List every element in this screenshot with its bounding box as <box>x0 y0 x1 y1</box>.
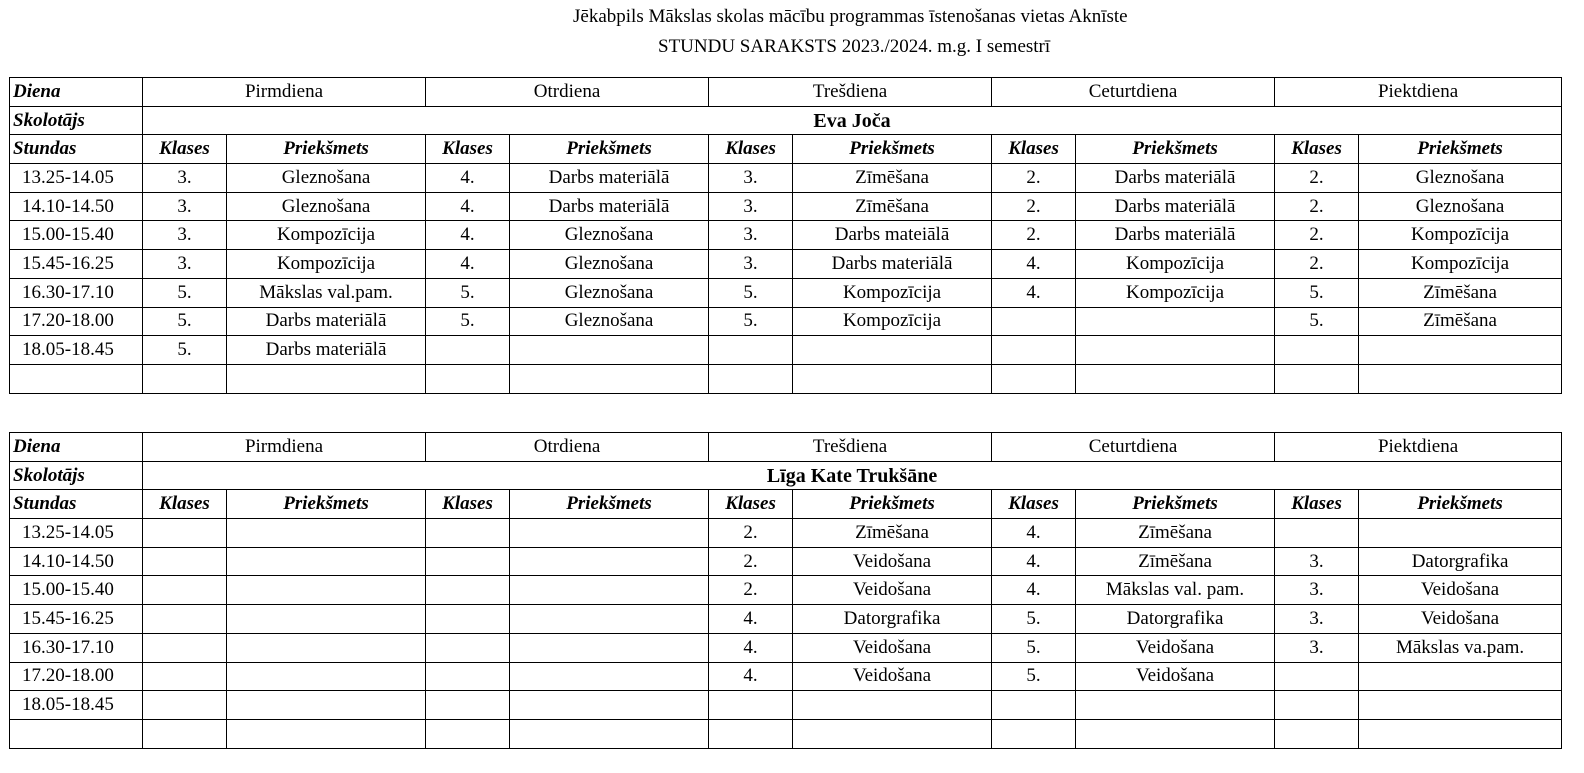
subject-header: Priekšmets <box>510 490 709 519</box>
class-cell: 4. <box>992 250 1076 279</box>
lesson-row <box>10 164 1562 193</box>
class-cell <box>426 576 510 605</box>
day-header: Trešdiena <box>709 78 992 107</box>
day-header-row <box>10 433 1562 462</box>
class-cell: 3. <box>143 164 227 193</box>
subject-cell <box>1359 364 1562 393</box>
lesson-time: 15.45-16.25 <box>10 605 143 634</box>
subject-cell: Gleznošana <box>1359 164 1562 193</box>
class-cell <box>709 691 793 720</box>
class-cell: 4. <box>992 576 1076 605</box>
classes-header: Klases <box>1275 490 1359 519</box>
teacher-label: Skolotājs <box>10 461 143 490</box>
column-header-row <box>10 490 1562 519</box>
document-subtitle: STUNDU SARAKSTS 2023./2024. m.g. I semestrī <box>658 36 1051 57</box>
subject-cell: Zīmēšana <box>1076 519 1275 548</box>
lesson-row <box>10 250 1562 279</box>
subject-cell: Darbs materiālā <box>227 336 426 365</box>
teacher-row <box>10 106 1562 135</box>
subject-cell <box>227 576 426 605</box>
lesson-time: 14.10-14.50 <box>10 192 143 221</box>
class-cell: 2. <box>992 221 1076 250</box>
class-cell <box>143 519 227 548</box>
class-cell: 3. <box>709 250 793 279</box>
subject-cell: Kompozīcija <box>227 250 426 279</box>
subject-cell <box>510 691 709 720</box>
class-cell <box>1275 691 1359 720</box>
lesson-row <box>10 691 1562 720</box>
subject-cell <box>1359 719 1562 748</box>
subject-cell: Darbs materiālā <box>510 192 709 221</box>
lesson-time: 13.25-14.05 <box>10 164 143 193</box>
lesson-time: 18.05-18.45 <box>10 691 143 720</box>
subject-cell: Mākslas val.pam. <box>227 278 426 307</box>
document-title: Jēkabpils Mākslas skolas mācību programmas īstenošanas vietas Aknīste <box>573 6 1128 27</box>
lesson-row <box>10 278 1562 307</box>
class-cell: 2. <box>992 164 1076 193</box>
subject-cell <box>1076 364 1275 393</box>
day-header: Otrdiena <box>426 78 709 107</box>
subject-cell: Darbs materiālā <box>227 307 426 336</box>
classes-header: Klases <box>1275 135 1359 164</box>
class-cell <box>426 547 510 576</box>
column-header-row <box>10 135 1562 164</box>
class-cell: 4. <box>426 192 510 221</box>
class-cell: 2. <box>1275 250 1359 279</box>
lesson-time: 17.20-18.00 <box>10 307 143 336</box>
class-cell: 3. <box>1275 547 1359 576</box>
subject-cell <box>227 364 426 393</box>
subject-cell: Zīmēšana <box>1359 278 1562 307</box>
class-cell: 5. <box>992 662 1076 691</box>
class-cell <box>1275 364 1359 393</box>
class-cell <box>992 691 1076 720</box>
subject-cell <box>227 633 426 662</box>
class-cell: 4. <box>426 164 510 193</box>
subject-cell: Kompozīcija <box>793 307 992 336</box>
class-cell: 4. <box>709 633 793 662</box>
teacher-row <box>10 461 1562 490</box>
subject-cell <box>1359 336 1562 365</box>
lesson-row <box>10 719 1562 748</box>
subject-cell: Gleznošana <box>510 221 709 250</box>
subject-cell <box>510 662 709 691</box>
subject-cell <box>510 719 709 748</box>
subject-cell <box>227 719 426 748</box>
lesson-time: 14.10-14.50 <box>10 547 143 576</box>
subject-cell <box>510 364 709 393</box>
class-cell: 5. <box>143 307 227 336</box>
classes-header: Klases <box>143 490 227 519</box>
class-cell: 5. <box>709 278 793 307</box>
subject-cell <box>510 633 709 662</box>
subject-cell <box>1076 307 1275 336</box>
lesson-time: 15.00-15.40 <box>10 576 143 605</box>
hours-label: Stundas <box>10 135 143 164</box>
lesson-time: 16.30-17.10 <box>10 633 143 662</box>
subject-cell <box>227 547 426 576</box>
day-header: Piektdiena <box>1275 78 1562 107</box>
class-cell: 2. <box>709 519 793 548</box>
subject-cell <box>510 336 709 365</box>
class-cell <box>143 364 227 393</box>
subject-header: Priekšmets <box>1359 490 1562 519</box>
subject-cell <box>227 519 426 548</box>
subject-cell <box>1076 691 1275 720</box>
day-header: Ceturtdiena <box>992 433 1275 462</box>
classes-header: Klases <box>709 135 793 164</box>
class-cell <box>426 364 510 393</box>
subject-cell: Kompozīcija <box>1359 221 1562 250</box>
subject-cell: Kompozīcija <box>227 221 426 250</box>
class-cell: 2. <box>992 192 1076 221</box>
class-cell: 4. <box>992 547 1076 576</box>
subject-cell <box>1359 519 1562 548</box>
lesson-time: 13.25-14.05 <box>10 519 143 548</box>
class-cell: 4. <box>709 605 793 634</box>
class-cell <box>426 633 510 662</box>
subject-cell: Kompozīcija <box>1076 278 1275 307</box>
class-cell: 5. <box>1275 278 1359 307</box>
subject-cell: Veidošana <box>1076 633 1275 662</box>
lesson-row <box>10 547 1562 576</box>
hours-label: Stundas <box>10 490 143 519</box>
subject-cell: Gleznošana <box>227 192 426 221</box>
subject-header: Priekšmets <box>227 135 426 164</box>
class-cell: 2. <box>1275 221 1359 250</box>
lesson-row <box>10 192 1562 221</box>
subject-cell: Kompozīcija <box>1076 250 1275 279</box>
subject-cell <box>510 547 709 576</box>
class-cell: 2. <box>1275 192 1359 221</box>
class-cell: 4. <box>426 250 510 279</box>
class-cell: 2. <box>709 576 793 605</box>
lesson-time: 16.30-17.10 <box>10 278 143 307</box>
subject-cell <box>510 576 709 605</box>
class-cell <box>426 691 510 720</box>
subject-cell <box>793 336 992 365</box>
subject-cell: Veidošana <box>1359 605 1562 634</box>
class-cell: 5. <box>426 307 510 336</box>
day-label: Diena <box>10 433 143 462</box>
class-cell <box>143 719 227 748</box>
subject-cell: Zīmēšana <box>1076 547 1275 576</box>
class-cell <box>426 719 510 748</box>
lesson-row <box>10 336 1562 365</box>
class-cell <box>426 519 510 548</box>
class-cell: 5. <box>992 605 1076 634</box>
class-cell <box>1275 662 1359 691</box>
class-cell: 4. <box>992 278 1076 307</box>
subject-cell <box>793 719 992 748</box>
lesson-time <box>10 719 143 748</box>
subject-cell: Zīmēšana <box>793 164 992 193</box>
classes-header: Klases <box>709 490 793 519</box>
subject-cell <box>510 605 709 634</box>
subject-header: Priekšmets <box>227 490 426 519</box>
classes-header: Klases <box>143 135 227 164</box>
subject-cell: Veidošana <box>1076 662 1275 691</box>
class-cell: 3. <box>1275 576 1359 605</box>
day-header: Otrdiena <box>426 433 709 462</box>
class-cell <box>426 336 510 365</box>
lesson-row <box>10 633 1562 662</box>
class-cell <box>709 364 793 393</box>
subject-header: Priekšmets <box>1076 490 1275 519</box>
class-cell: 2. <box>709 547 793 576</box>
subject-cell: Veidošana <box>793 576 992 605</box>
class-cell <box>1275 719 1359 748</box>
subject-cell: Mākslas va.pam. <box>1359 633 1562 662</box>
class-cell: 3. <box>143 250 227 279</box>
day-header: Pirmdiena <box>143 433 426 462</box>
class-cell <box>992 336 1076 365</box>
class-cell: 3. <box>709 164 793 193</box>
class-cell <box>992 364 1076 393</box>
subject-cell: Gleznošana <box>1359 192 1562 221</box>
class-cell: 4. <box>992 519 1076 548</box>
class-cell <box>709 336 793 365</box>
class-cell <box>1275 336 1359 365</box>
lesson-time: 17.20-18.00 <box>10 662 143 691</box>
subject-cell <box>793 364 992 393</box>
subject-cell: Veidošana <box>1359 576 1562 605</box>
teacher-label: Skolotājs <box>10 106 143 135</box>
subject-cell: Darbs materiālā <box>1076 192 1275 221</box>
classes-header: Klases <box>992 490 1076 519</box>
subject-cell <box>1359 691 1562 720</box>
subject-cell: Veidošana <box>793 662 992 691</box>
class-cell: 3. <box>709 221 793 250</box>
classes-header: Klases <box>992 135 1076 164</box>
lesson-time: 15.45-16.25 <box>10 250 143 279</box>
class-cell: 3. <box>1275 633 1359 662</box>
subject-cell: Gleznošana <box>510 250 709 279</box>
class-cell: 2. <box>1275 164 1359 193</box>
subject-cell: Darbs mateiālā <box>793 221 992 250</box>
schedule-table <box>9 77 1562 394</box>
class-cell <box>143 662 227 691</box>
subject-cell: Kompozīcija <box>793 278 992 307</box>
subject-cell <box>1076 336 1275 365</box>
subject-cell: Gleznošana <box>510 278 709 307</box>
lesson-time: 15.00-15.40 <box>10 221 143 250</box>
class-cell <box>143 547 227 576</box>
subject-cell: Veidošana <box>793 633 992 662</box>
subject-header: Priekšmets <box>793 490 992 519</box>
subject-cell: Kompozīcija <box>1359 250 1562 279</box>
lesson-time: 18.05-18.45 <box>10 336 143 365</box>
class-cell <box>143 605 227 634</box>
day-label: Diena <box>10 78 143 107</box>
teacher-name: Līga Kate Trukšāne <box>143 461 1562 490</box>
lesson-row <box>10 576 1562 605</box>
class-cell <box>143 633 227 662</box>
subject-cell: Zīmēšana <box>793 192 992 221</box>
classes-header: Klases <box>426 490 510 519</box>
subject-cell: Datorgrafika <box>1076 605 1275 634</box>
class-cell: 5. <box>426 278 510 307</box>
classes-header: Klases <box>426 135 510 164</box>
schedule-table <box>9 432 1562 749</box>
day-header: Piektdiena <box>1275 433 1562 462</box>
day-header: Trešdiena <box>709 433 992 462</box>
lesson-row <box>10 221 1562 250</box>
class-cell <box>426 605 510 634</box>
class-cell <box>1275 519 1359 548</box>
subject-header: Priekšmets <box>1076 135 1275 164</box>
subject-cell: Mākslas val. pam. <box>1076 576 1275 605</box>
class-cell <box>992 719 1076 748</box>
subject-cell: Gleznošana <box>227 164 426 193</box>
lesson-time <box>10 364 143 393</box>
subject-header: Priekšmets <box>793 135 992 164</box>
lesson-row <box>10 364 1562 393</box>
class-cell: 5. <box>143 278 227 307</box>
subject-cell: Darbs materiālā <box>793 250 992 279</box>
class-cell: 5. <box>1275 307 1359 336</box>
day-header: Ceturtdiena <box>992 78 1275 107</box>
lesson-row <box>10 662 1562 691</box>
class-cell: 3. <box>143 221 227 250</box>
class-cell: 4. <box>426 221 510 250</box>
class-cell <box>992 307 1076 336</box>
lesson-row <box>10 307 1562 336</box>
subject-cell: Darbs materiālā <box>510 164 709 193</box>
subject-cell <box>227 662 426 691</box>
subject-cell <box>510 519 709 548</box>
subject-cell: Darbs materiālā <box>1076 221 1275 250</box>
class-cell: 5. <box>992 633 1076 662</box>
subject-cell: Zīmēšana <box>1359 307 1562 336</box>
subject-cell: Darbs materiālā <box>1076 164 1275 193</box>
lesson-row <box>10 519 1562 548</box>
class-cell <box>143 691 227 720</box>
subject-cell: Gleznošana <box>510 307 709 336</box>
teacher-name: Eva Joča <box>143 106 1562 135</box>
subject-cell <box>793 691 992 720</box>
subject-cell: Zīmēšana <box>793 519 992 548</box>
class-cell: 4. <box>709 662 793 691</box>
class-cell: 3. <box>143 192 227 221</box>
subject-cell <box>1076 719 1275 748</box>
subject-cell <box>1359 662 1562 691</box>
class-cell <box>143 576 227 605</box>
subject-header: Priekšmets <box>1359 135 1562 164</box>
subject-cell <box>227 691 426 720</box>
day-header: Pirmdiena <box>143 78 426 107</box>
class-cell <box>426 662 510 691</box>
lesson-row <box>10 605 1562 634</box>
day-header-row <box>10 78 1562 107</box>
subject-header: Priekšmets <box>510 135 709 164</box>
class-cell <box>709 719 793 748</box>
class-cell: 5. <box>143 336 227 365</box>
subject-cell: Datorgrafika <box>793 605 992 634</box>
subject-cell: Veidošana <box>793 547 992 576</box>
class-cell: 3. <box>1275 605 1359 634</box>
class-cell: 5. <box>709 307 793 336</box>
subject-cell: Datorgrafika <box>1359 547 1562 576</box>
subject-cell <box>227 605 426 634</box>
class-cell: 3. <box>709 192 793 221</box>
